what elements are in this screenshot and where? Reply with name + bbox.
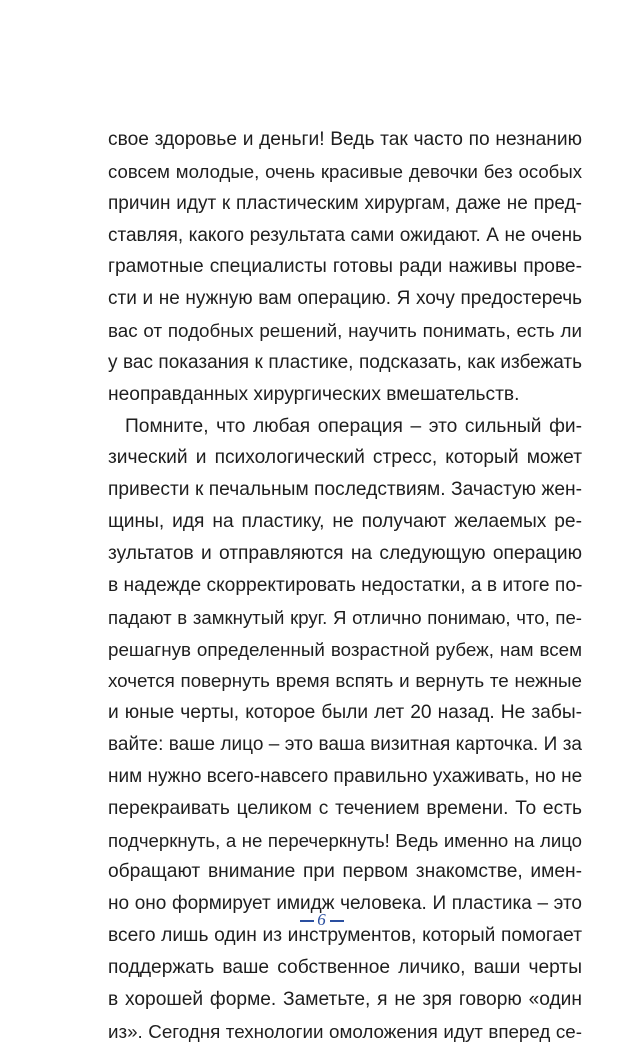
text-line: хочется повернуть время вспять и вернуть те нежные [108,670,582,692]
text-line: Помните, что любая операция – это сильный фи- [125,415,582,437]
text-line: свое здоровье и деньги! Ведь так часто по незнанию [108,129,582,150]
page-number-value: 6 [317,910,327,929]
text-line: грамотные специалисты готовы ради наживы прове- [108,256,582,278]
text-line: ставляя, какого результата сами ожидают. А не очень [108,224,582,246]
text-line: ним нужно всего-навсего правильно ухаживать, но не [108,765,583,787]
text-line: из». Сегодня технологии омоложения идут вперед се- [108,1020,582,1042]
dash-left [300,920,314,921]
text-line: зультатов и отправляются на следующую операцию [108,542,582,564]
text-line: сти и не нужную вам операцию. Я хочу предостеречь [108,288,582,310]
text-line: но оно формирует имидж человека. И пластика – это [108,893,582,915]
text-line: в надежде скорректировать недостатки, а в итоге по- [108,574,583,596]
text-line: всего лишь один из инструментов, который помогает [108,925,582,947]
text-line: вайте: ваше лицо – это ваша визитная карточка. И за [108,734,582,756]
body-text [108,124,582,1047]
text-line: совсем молодые, очень красивые девочки без особых [108,160,582,182]
text-line: обращают внимание при первом знакомстве, имен- [108,861,582,883]
text-line: у вас показания к пластике, подсказать, как избежать [108,351,582,373]
paragraph [108,411,582,1047]
dash-right [330,920,344,921]
page-number [0,910,644,930]
text-line: щины, идя на пластику, не получают желаемых ре- [108,511,582,533]
text-line: падают в замкнутый круг. Я отлично понимаю, что, пе- [108,606,582,628]
text-line: причин идут к пластическим хирургам, даже не пред- [108,192,582,214]
text-line: и юные черты, которое были лет 20 назад. Не забы- [108,702,582,724]
paragraph [108,124,582,411]
text-line: поддержать ваше собственное личико, ваши черты [108,956,582,978]
text-line: привести к печальным последствиям. Зачастую жен- [108,479,582,501]
text-line: подчеркнуть, а не перечеркнуть! Ведь именно на лицо [108,829,582,851]
text-line: неоправданных хирургических вмешательств. [108,383,520,405]
text-line: в хорошей форме. Заметьте, я не зря говорю «один [108,988,582,1010]
text-line: зический и психологический стресс, который может [108,447,582,469]
text-line: перекраивать целиком с течением времени. То есть [108,797,582,819]
text-line: вас от подобных решений, научить понимать, есть ли [108,320,582,342]
text-line: решагнув определенный возрастной рубеж, нам всем [108,638,582,660]
